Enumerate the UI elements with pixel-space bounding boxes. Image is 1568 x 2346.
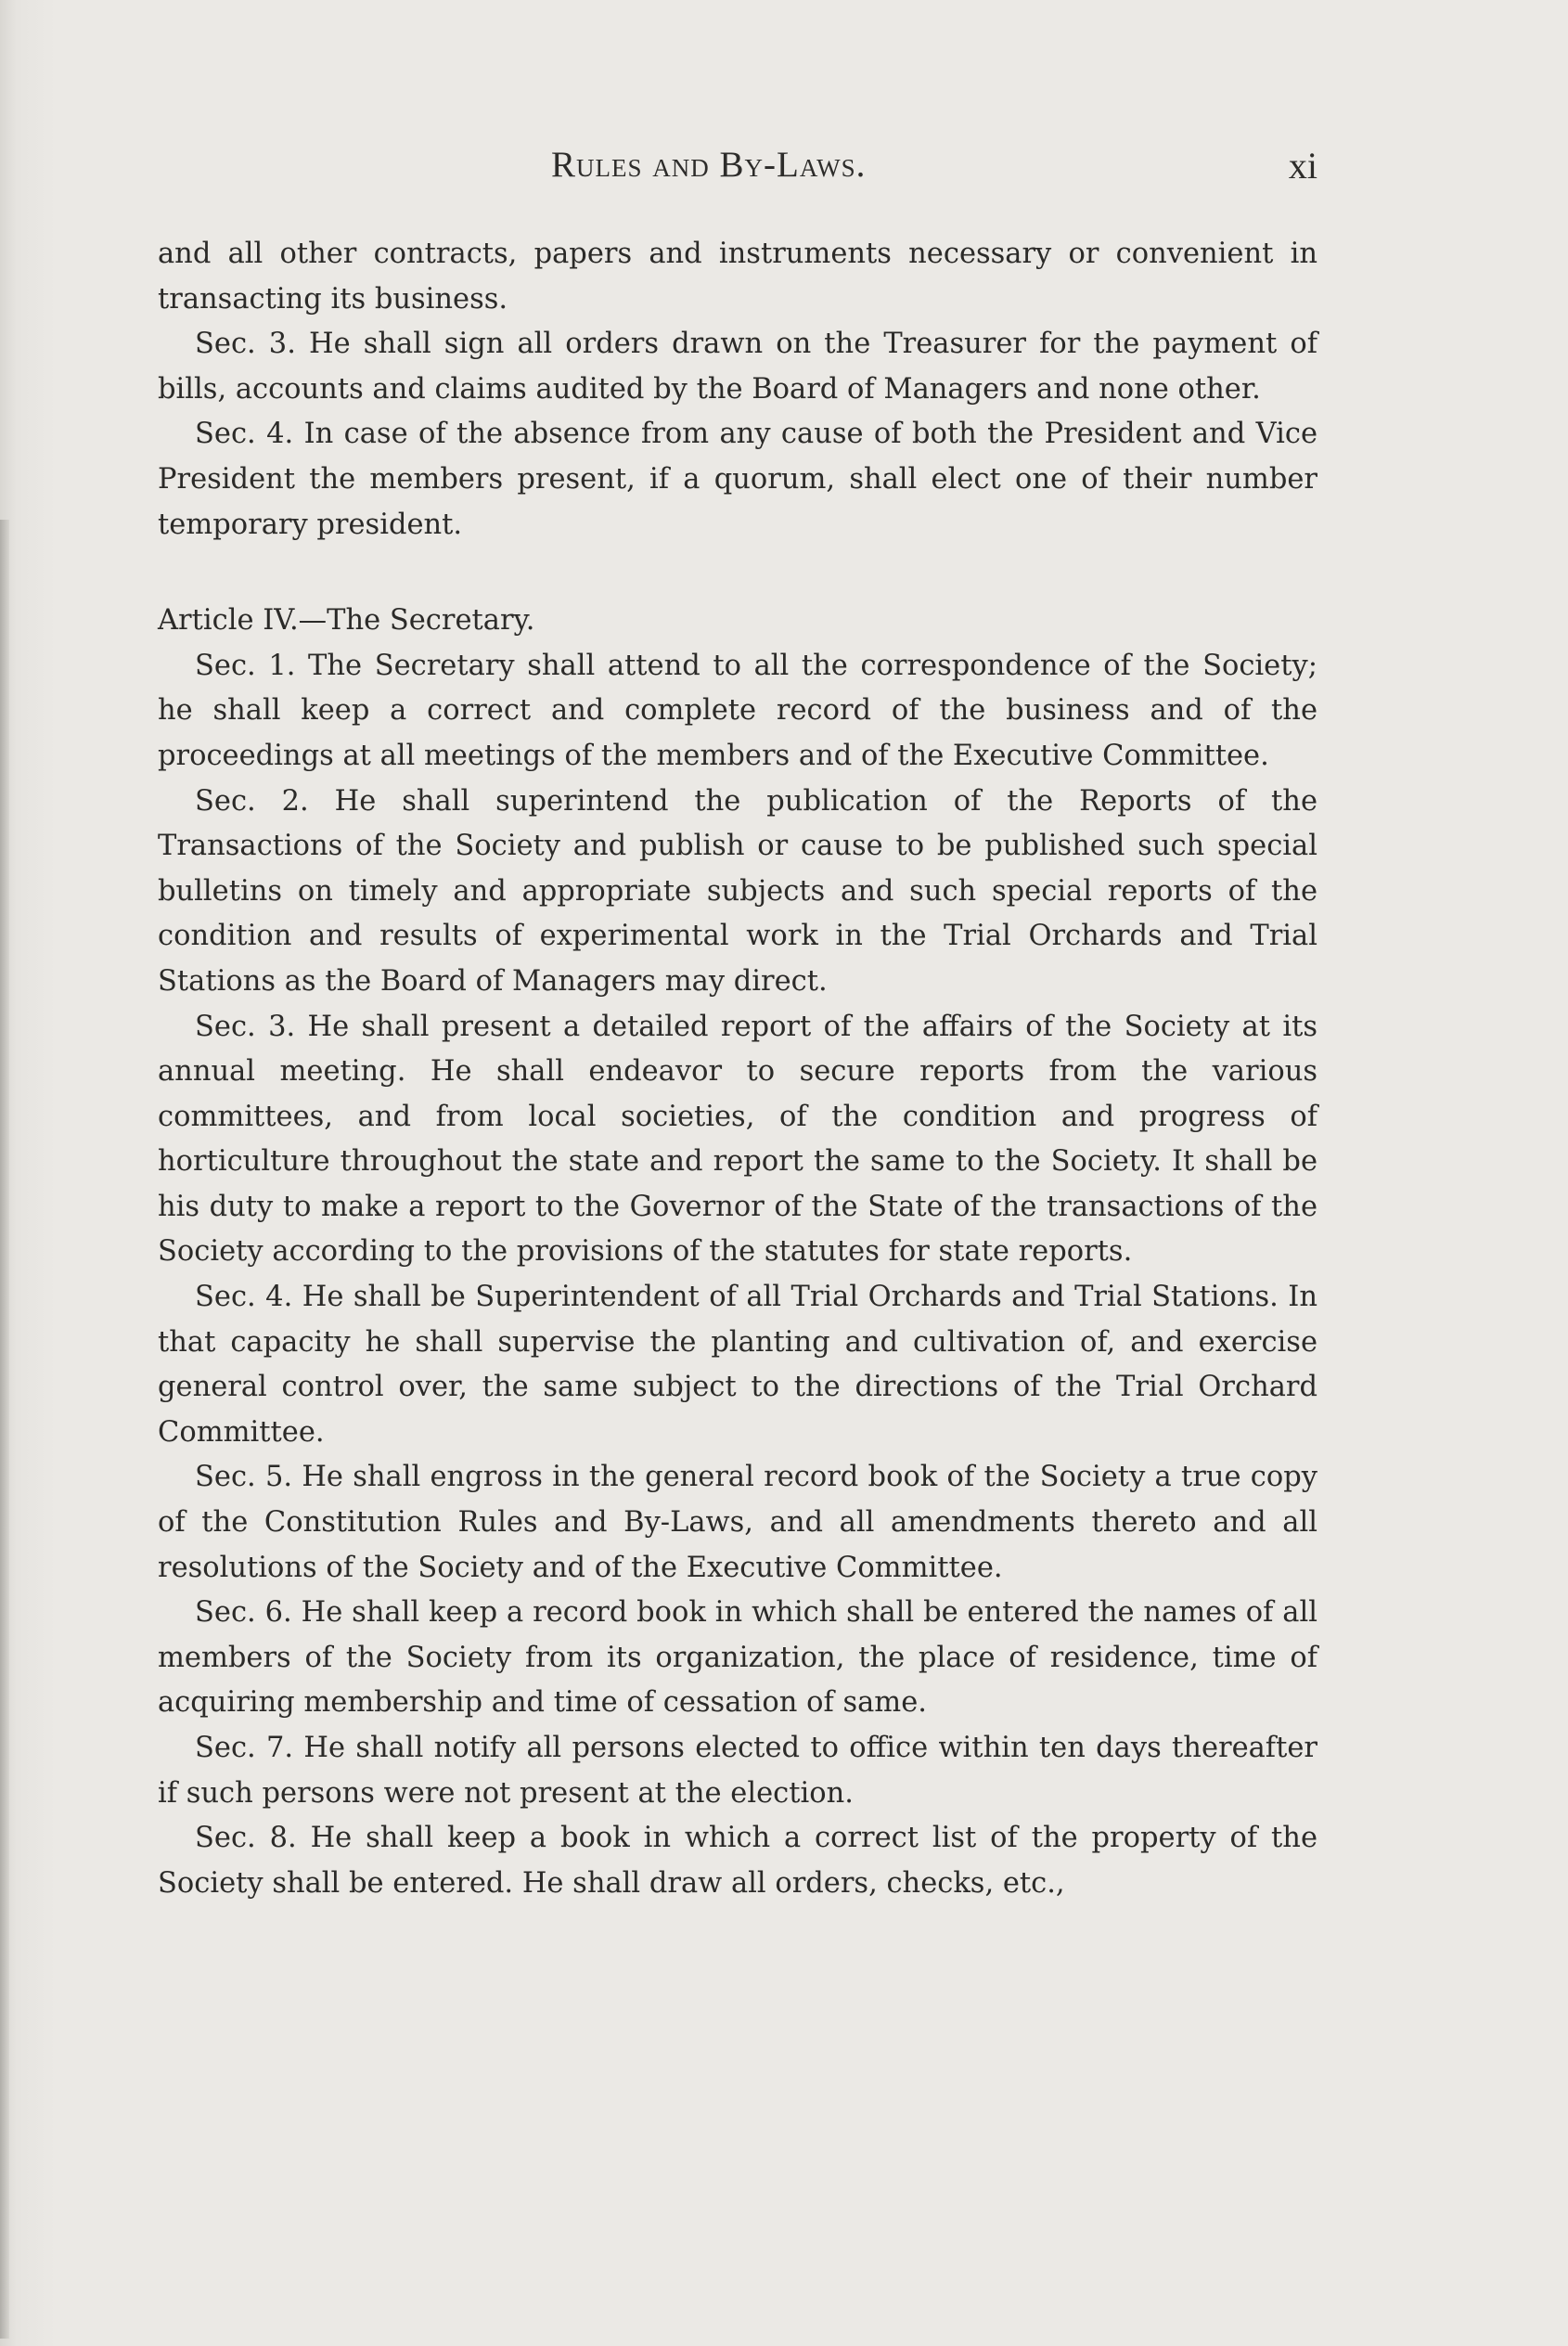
body-text [158,232,1317,1906]
secretary-section-1: Sec. 1. The Secretary shall attend to all the correspondence of the Society; he shall keep a correct and complete record of the business and of the proceedings at all meetings of the members and of the Executive Committee. [158,649,1317,772]
page-number: xi [1288,145,1317,187]
secretary-section-3: Sec. 3. He shall present a detailed report of the affairs of the Society at its annual meeting. He shall endeavor to secure reports from the various committees, and from local societies, of the condition and progress of horticulture throughout the state and report the same to the Society. It shall be his duty to make a report to the Governor of the State of the transactions of the Society according to the provisions of the statutes for state reports. [158,1010,1317,1269]
secretary-section-7: Sec. 7. He shall notify all persons elected to office within ten days thereafter if such persons were not present at the election. [158,1732,1317,1810]
secretary-section-5: Sec. 5. He shall engross in the general record book of the Society a true copy of the Constitution Rules and By-Laws, and all amendments thereto and all resolutions of the Society and of the Executive Committee. [158,1461,1317,1584]
secretary-section-6: Sec. 6. He shall keep a record book in which shall be entered the names of all members of the Society from its organization, the place of residence, time of acquiring membership and time of cessation of same. [158,1596,1317,1720]
running-title: Rules and By-Laws. [551,145,867,185]
secretary-section-8: Sec. 8. He shall keep a book in which a correct list of the property of the Society shall be entered. He shall draw all orders, checks, etc., [158,1822,1317,1900]
paragraph-continuation: and all other contracts, papers and instruments necessary or convenient in transacting its business. [158,238,1317,316]
secretary-section-2: Sec. 2. He shall superintend the publication of the Reports of the Transactions of the Society and publish or cause to be published such special bulletins on timely and appropriate subjects and such special reports of the condition and results of experimental work in the Trial Orchards and Trial Stations as the Board of Managers may direct. [158,784,1317,998]
page-header [158,144,1317,190]
secretary-section-4: Sec. 4. He shall be Superintendent of all Trial Orchards and Trial Stations. In that capacity he shall supervise the planting and cultivation of, and exercise general control over, the same subject to the directions of the Trial Orchard Committee. [158,1281,1317,1449]
section-3-treasurer-orders: Sec. 3. He shall sign all orders drawn on the Treasurer for the payment of bills, accounts and claims audited by the Board of Managers and none other. [158,328,1317,406]
article-heading: Article IV.—The Secretary. [158,604,535,638]
page-edge-shadow [0,520,9,2339]
section-4-temporary-president: Sec. 4. In case of the absence from any cause of both the President and Vice President the members present, if a quorum, shall elect one of their number temporary president. [158,418,1317,541]
